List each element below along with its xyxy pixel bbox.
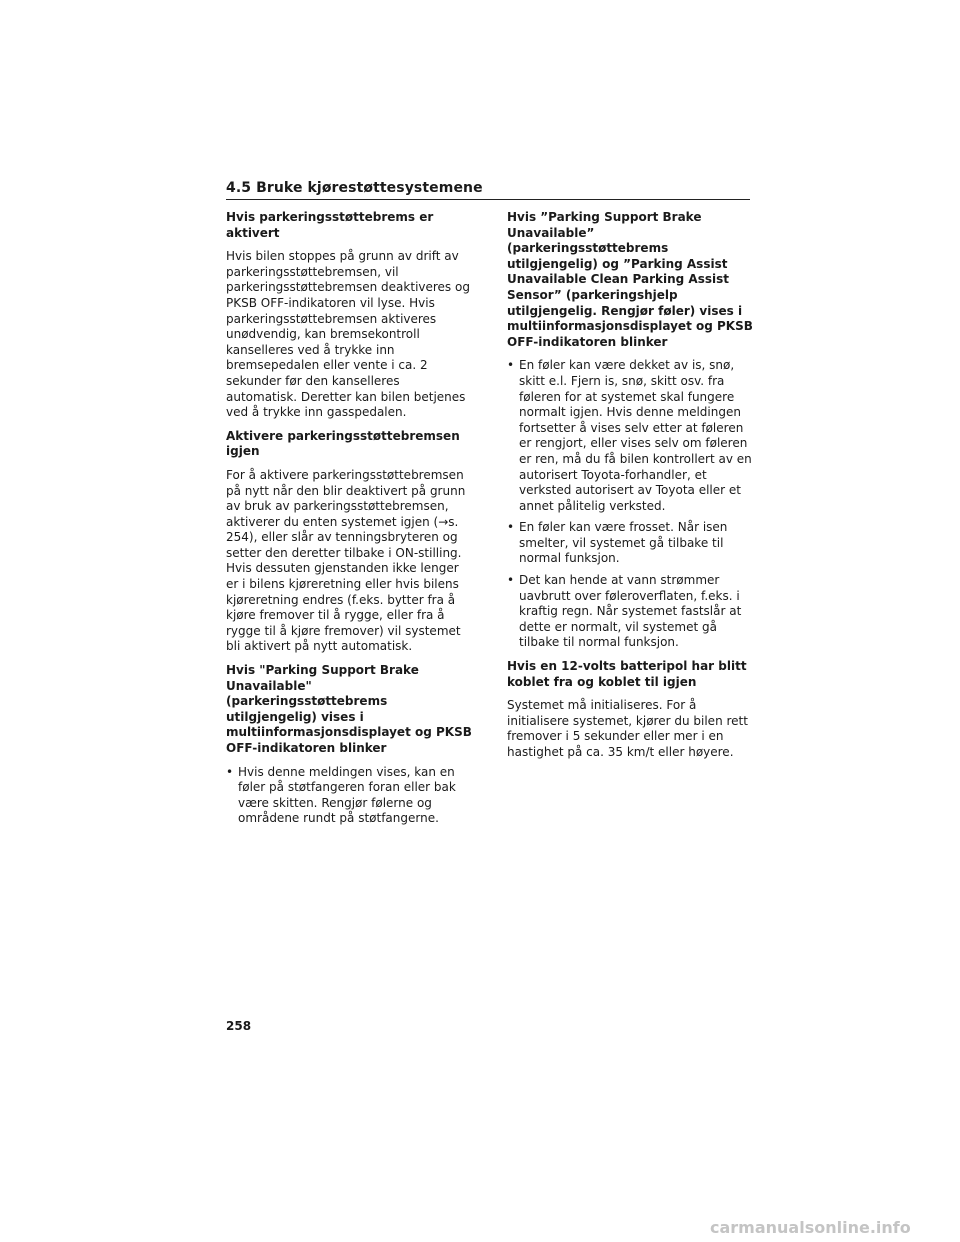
bullet-icon: • (507, 358, 515, 373)
heading-reactivate-brake: Aktivere parkeringsstøttebremsen igjen (226, 428, 460, 459)
left-column (226, 210, 472, 835)
bullet-icon: • (507, 573, 515, 588)
heading-sensor-unavailable: Hvis ”Parking Support Brake Unavailable” (parkeringsstøttebrems utilgjengelig) og ”Parking Assist Unavailable Clean Parking Assist Sensor” (parkeringshjelp utilgjengelig. Rengjør føler) vises i multiinformasjonsdisplayet og PKSB OFF-indikatoren blinker (507, 210, 753, 349)
list-item-text: Det kan hende at vann strømmer uavbrutt over føleroverflaten, f.eks. i kraftig regn. Når systemet fastslår at dette er normalt, vil systemet gå tilbake til normal funksjon. (519, 573, 742, 650)
watermark-text: carmanualsonline.info (710, 1218, 911, 1237)
page-number: 258 (226, 1019, 252, 1033)
list-item (507, 520, 753, 567)
heading-brake-unavailable: Hvis "Parking Support Brake Unavailable" (parkeringsstøttebrems utilgjengelig) vises i multiinformasjonsdisplayet og PKSB OFF-indikatoren blinker (226, 663, 472, 755)
list-item (507, 358, 753, 514)
list-item (226, 765, 472, 827)
bullet-list-right (507, 358, 753, 651)
list-item (507, 573, 753, 651)
heading-parking-brake-activated: Hvis parkeringsstøttebrems er aktivert (226, 210, 434, 240)
bullet-icon: • (226, 764, 234, 779)
paragraph-battery-reconnected: Systemet må initialiseres. For å initialisere systemet, kjører du bilen rett fremover i 5 sekunder eller mer i en hastighet på ca. 35 km/t eller høyere. (507, 698, 748, 759)
list-item-text: En føler kan være frosset. Når isen smelter, vil systemet gå tilbake til normal funksjon. (519, 520, 728, 566)
bullet-list-left (226, 765, 472, 827)
section-header: 4.5 Bruke kjørestøttesystemene (226, 180, 750, 200)
list-item-text: Hvis denne meldingen vises, kan en føler på støtfangeren foran eller bak være skitten. Rengjør følerne og områdene rundt på støtfangerne. (238, 764, 456, 826)
heading-battery-reconnected: Hvis en 12-volts batteripol har blitt koblet fra og koblet til igjen (507, 659, 747, 689)
bullet-icon: • (507, 520, 515, 535)
list-item-text: En føler kan være dekket av is, snø, skitt e.l. Fjern is, snø, skitt osv. fra føleren for at systemet skal fungere normalt igjen. Hvis denne meldingen fortsetter å vises selv etter at føleren er rengjort, eller vises selv om føleren er ren, må du få bilen kontrollert av en autorisert Toyota-forhandler, et verksted autorisert av Toyota eller et annet pålitelig verksted. (519, 358, 752, 513)
paragraph-parking-brake-activated: Hvis bilen stoppes på grunn av drift av parkeringsstøttebremsen, vil parkeringsstøttebremsen deaktiveres og PKSB OFF-indikatoren vil lyse. Hvis parkeringsstøttebremsen aktiveres unødvendig, kan bremsekontroll kanselleres ved å trykke inn bremsepedalen eller vente i ca. 2 sekunder før den kanselleres automatisk. Deretter kan bilen betjenes ved å trykke inn gasspedalen. (226, 249, 470, 420)
paragraph-reactivate-brake: For å aktivere parkeringsstøttebremsen på nytt når den blir deaktivert på grunn av bruk av parkeringsstøttebremsen, aktiverer du enten systemet igjen (→s. 254), eller slår av tenningsbryteren og setter den deretter tilbake i ON-stilling. Hvis dessuten gjenstanden ikke lenger er i bilens kjøreretning eller hvis bilens kjøreretning endres (f.eks. bytter fra å kjøre fremover til å rygge, eller fra å rygge til å kjøre fremover) vil systemet bli aktivert på nytt automatisk. (226, 467, 466, 654)
right-column (507, 210, 753, 769)
